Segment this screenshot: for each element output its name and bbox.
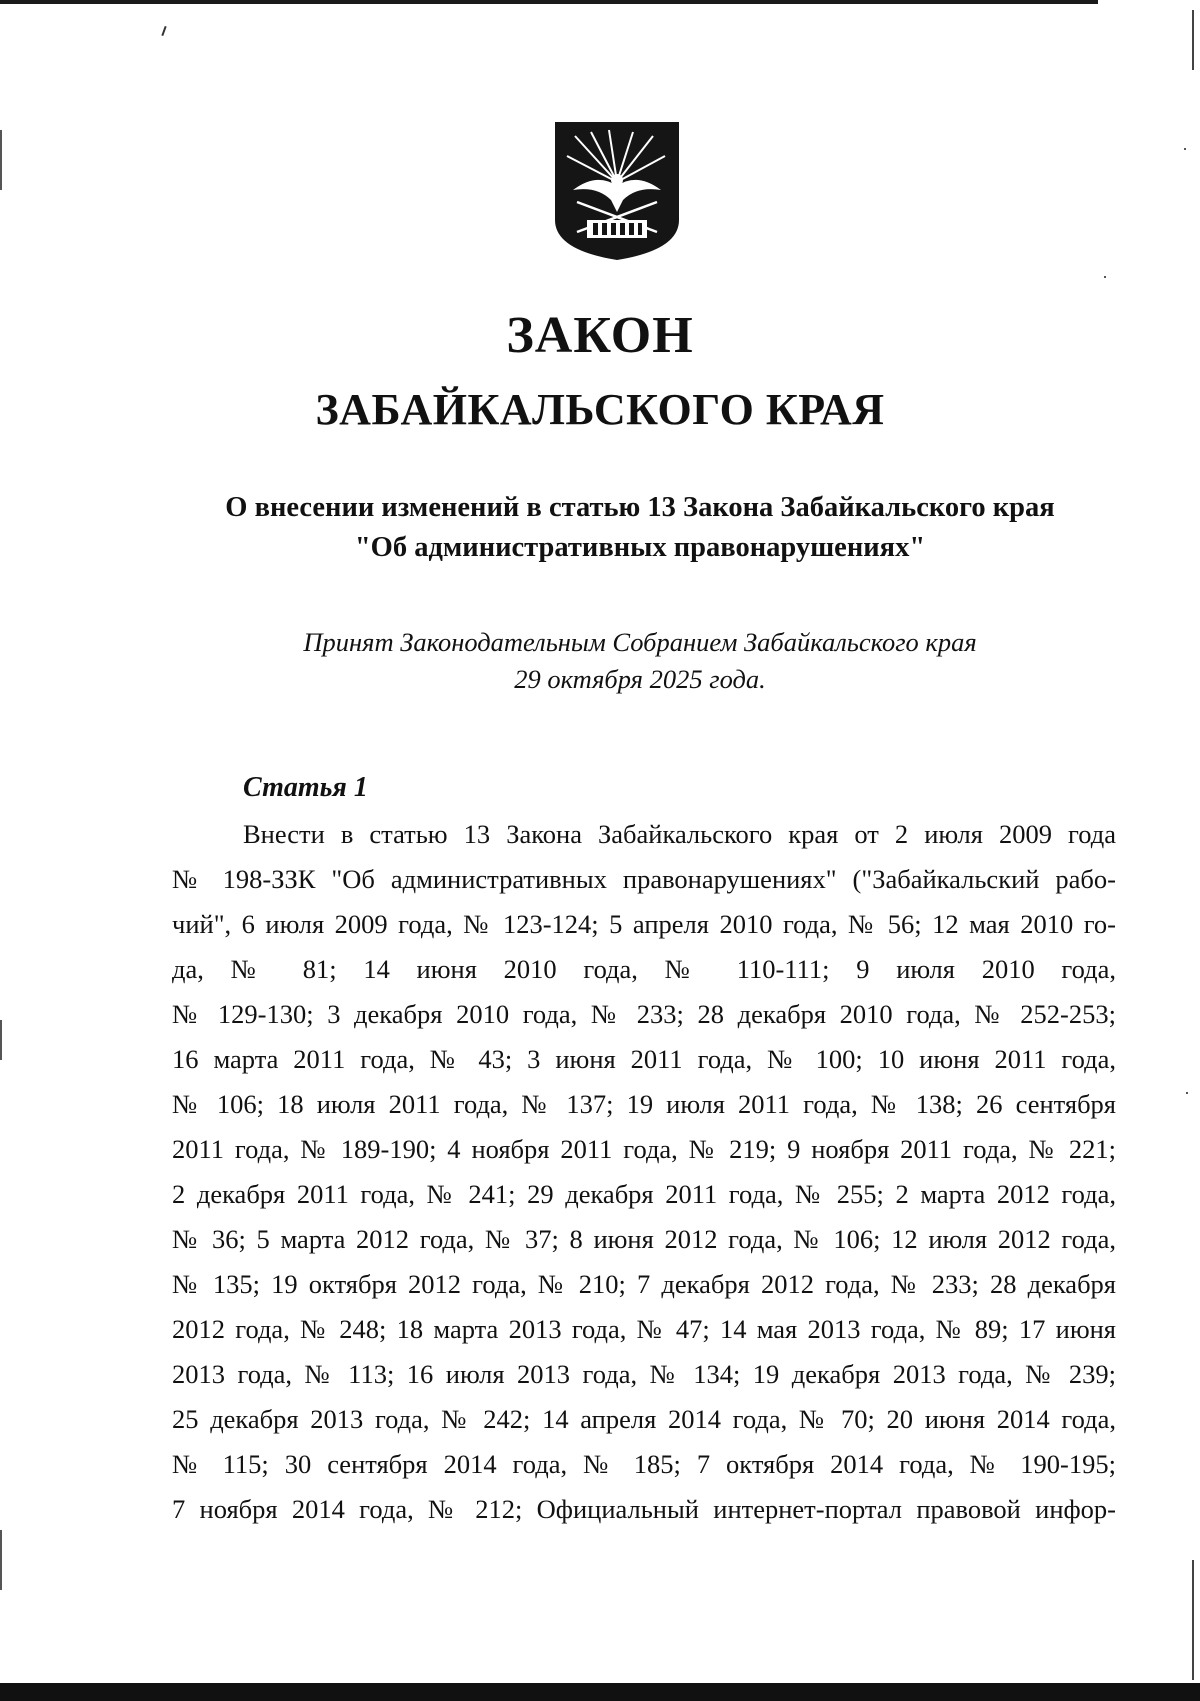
article-text-line: 16 марта 2011 года, № 43; 3 июня 2011 года, № 100; 10 июня 2011 года, bbox=[172, 1044, 1116, 1074]
article-text-line: 2013 года, № 113; 16 июля 2013 года, № 134; 19 декабря 2013 года, № 239; bbox=[172, 1359, 1116, 1389]
coat-of-arms-emblem bbox=[553, 120, 681, 262]
article-text-line: да, № 81; 14 июня 2010 года, № 110-111; 9 июля 2010 года, bbox=[172, 954, 1116, 984]
article-text-line: 2011 года, № 189-190; 4 ноября 2011 года, № 219; 9 ноября 2011 года, № 221; bbox=[172, 1134, 1116, 1164]
article-text-line: Внести в статью 13 Закона Забайкальского края от 2 июля 2009 года bbox=[243, 819, 1116, 849]
document-region-title: ЗАБАЙКАЛЬСКОГО КРАЯ bbox=[315, 385, 885, 434]
adoption-date: 29 октября 2025 года. bbox=[514, 664, 766, 694]
article-text-line: № 115; 30 сентября 2014 года, № 185; 7 октября 2014 года, № 190-195; bbox=[172, 1449, 1116, 1479]
scan-top-border bbox=[0, 0, 1098, 4]
article-text-line: 2012 года, № 248; 18 марта 2013 года, № 47; 14 мая 2013 года, № 89; 17 июня bbox=[172, 1314, 1116, 1344]
article-text-line: № 198-ЗЗК "Об административных правонарушениях" ("Забайкальский рабо- bbox=[172, 864, 1116, 894]
article-text-line: 25 декабря 2013 года, № 242; 14 апреля 2014 года, № 70; 20 июня 2014 года, bbox=[172, 1404, 1116, 1434]
scan-speck bbox=[1186, 1092, 1188, 1094]
scan-right-edge-mark bbox=[1192, 10, 1194, 70]
article-text-line: № 36; 5 марта 2012 года, № 37; 8 июня 2012 года, № 106; 12 июля 2012 года, bbox=[172, 1224, 1116, 1254]
article-heading: Статья 1 bbox=[243, 772, 368, 803]
scan-speck bbox=[1184, 148, 1186, 150]
article-text-line: 2 декабря 2011 года, № 241; 29 декабря 2011 года, № 255; 2 марта 2012 года, bbox=[172, 1179, 1116, 1209]
scan-left-edge-mark bbox=[0, 1530, 2, 1590]
article-text-line: чий", 6 июля 2009 года, № 123-124; 5 апреля 2010 года, № 56; 12 мая 2010 го- bbox=[172, 909, 1116, 939]
adoption-note bbox=[240, 624, 1040, 698]
subject-line: О внесении изменений в статью 13 Закона Забайкальского края bbox=[225, 492, 1055, 523]
scan-mark bbox=[161, 26, 166, 36]
subject-line: "Об административных правонарушениях" bbox=[354, 532, 926, 563]
coat-of-arms-icon bbox=[553, 120, 681, 262]
document-subject bbox=[140, 488, 1140, 568]
article-text-line: № 135; 19 октября 2012 года, № 210; 7 декабря 2012 года, № 233; 28 декабря bbox=[172, 1269, 1116, 1299]
scan-left-edge-mark bbox=[0, 1020, 2, 1060]
scan-speck bbox=[1104, 276, 1106, 278]
scan-right-edge-mark bbox=[1192, 1560, 1194, 1680]
scan-bottom-border bbox=[0, 1683, 1200, 1701]
article-text-line: № 129-130; 3 декабря 2010 года, № 233; 28 декабря 2010 года, № 252-253; bbox=[172, 999, 1116, 1029]
article-text-line: 7 ноября 2014 года, № 212; Официальный интернет-портал правовой инфор- bbox=[172, 1494, 1116, 1524]
document-title: ЗАКОН bbox=[506, 307, 694, 364]
adoption-line: Принят Законодательным Собранием Забайкальского края bbox=[303, 627, 977, 657]
article-text-line: № 106; 18 июля 2011 года, № 137; 19 июля 2011 года, № 138; 26 сентября bbox=[172, 1089, 1116, 1119]
scan-left-edge-mark bbox=[0, 130, 2, 190]
